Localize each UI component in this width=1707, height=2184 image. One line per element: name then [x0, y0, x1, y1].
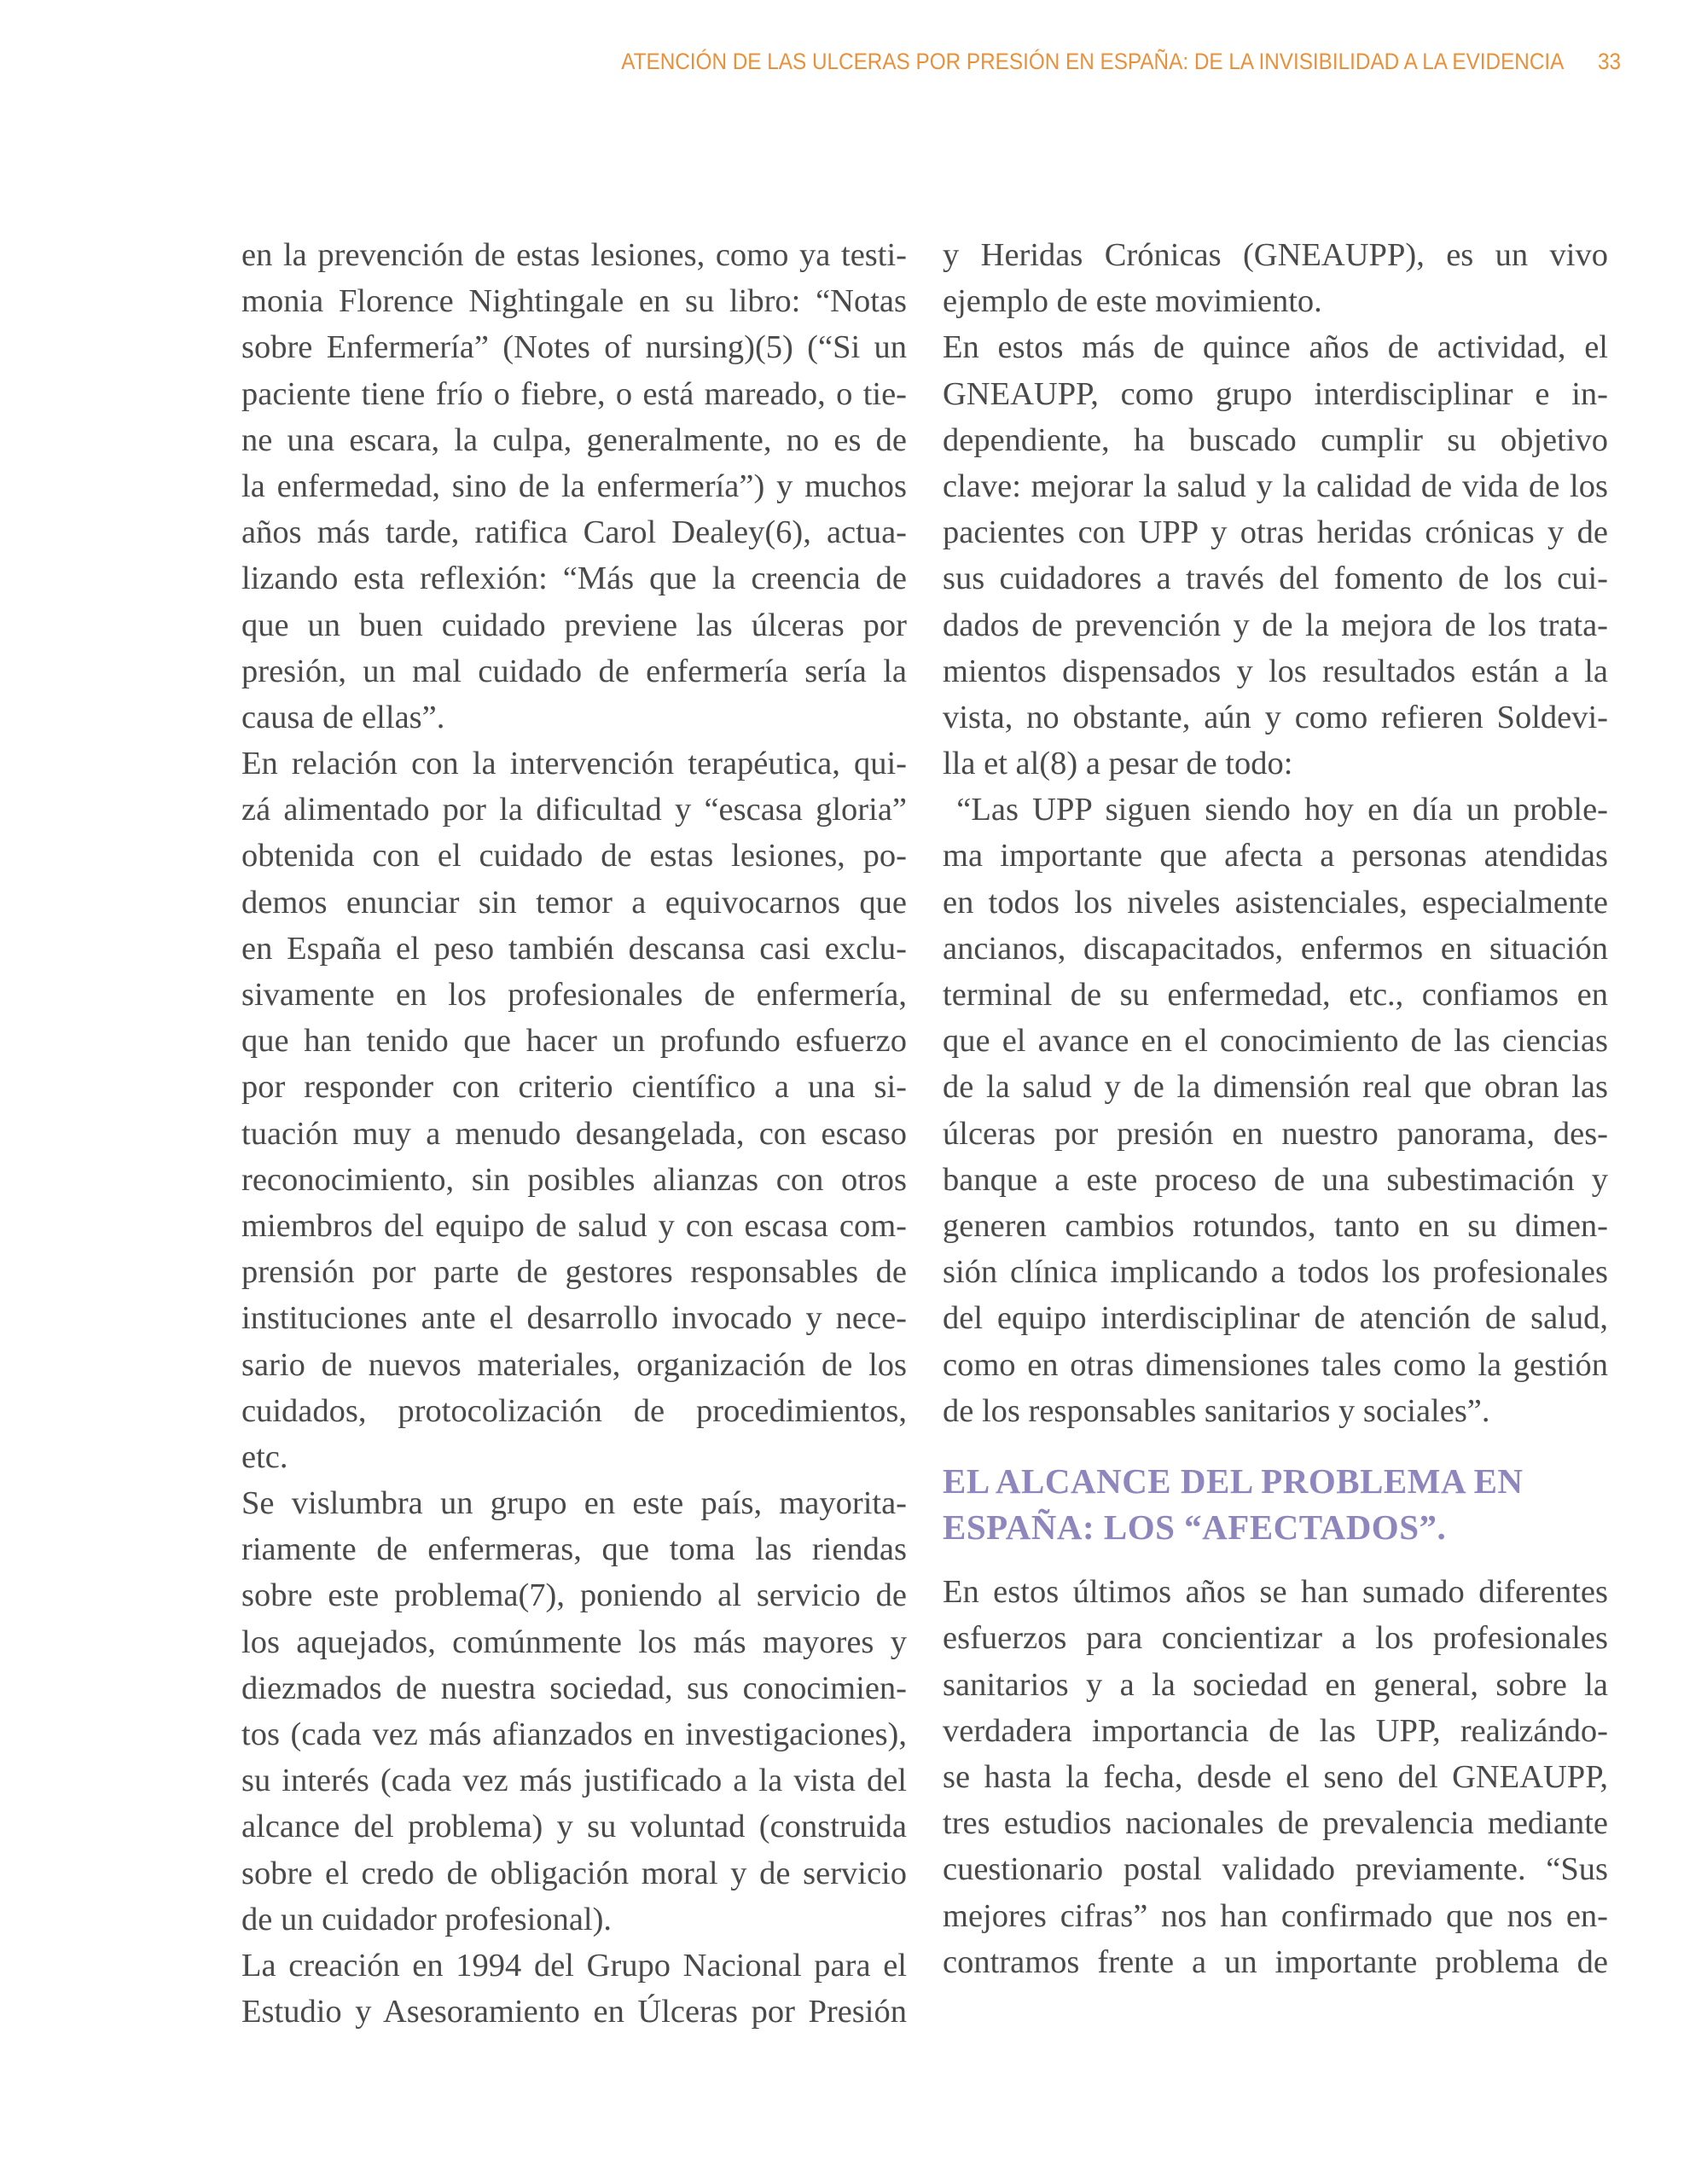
text-line: paciente tiene frío o fiebre, o está mareado, o tie-	[241, 375, 907, 412]
right-column	[943, 232, 1608, 1985]
text-line: instituciones ante el desarrollo invocado y nece-	[241, 1300, 907, 1337]
text-line: de los responsables sanitarios y sociales”.	[943, 1392, 1490, 1429]
text-line: La creación en 1994 del Grupo Nacional para el	[241, 1947, 907, 1984]
text-line: sión clínica implicando a todos los profesionales	[943, 1254, 1608, 1291]
paragraph-gneaupp-continued	[943, 232, 1608, 324]
text-line: riamente de enfermeras, que toma las riendas	[241, 1531, 907, 1568]
text-line: presión, un mal cuidado de enfermería sería la	[241, 653, 907, 689]
text-line: en todos los niveles asistenciales, especialmente	[943, 884, 1608, 921]
text-line: en España el peso también descansa casi exclu-	[241, 930, 907, 967]
paragraph-nursing-group	[241, 1480, 907, 1943]
text-line: como en otras dimensiones tales como la gestión	[943, 1346, 1608, 1383]
paragraph-soldevilla-quote	[943, 787, 1608, 1434]
text-line: causa de ellas”.	[241, 699, 445, 735]
text-line: ejemplo de este movimiento.	[943, 283, 1322, 320]
text-line: sivamente en los profesionales de enfermería,	[241, 977, 907, 1013]
text-line: mejores cifras” nos han confirmado que nos en-	[943, 1897, 1608, 1934]
heading-line: EL ALCANCE DEL PROBLEMA EN	[943, 1461, 1524, 1501]
text-line: lizando esta reflexión: “Más que la creencia de	[241, 561, 907, 597]
text-line: y Heridas Crónicas (GNEAUPP), es un vivo	[943, 237, 1608, 273]
text-line: sobre el credo de obligación moral y de servicio	[241, 1855, 907, 1891]
text-line: por responder con criterio científico a una si-	[241, 1069, 907, 1106]
text-line: banque a este proceso de una subestimación y	[943, 1161, 1608, 1198]
text-line: que un buen cuidado previene las úlceras por	[241, 607, 907, 643]
paragraph-awareness-efforts	[943, 1569, 1608, 1985]
text-line: demos enunciar sin temor a equivocarnos que	[241, 884, 907, 921]
text-line: esfuerzos para concientizar a los profesionales	[943, 1620, 1608, 1657]
paragraph-fifteen-years	[943, 324, 1608, 787]
text-line: tos (cada vez más afianzados en investigaciones),	[241, 1716, 907, 1752]
text-line: sanitarios y a la sociedad en general, sobre la	[943, 1666, 1608, 1703]
text-line: zá alimentado por la dificultad y “escasa gloria”	[241, 792, 907, 828]
text-line: se hasta la fecha, desde el seno del GNEAUPP,	[943, 1759, 1608, 1795]
text-line: ne una escara, la culpa, generalmente, no es de	[241, 421, 907, 458]
text-line: generen cambios rotundos, tanto en su dimen-	[943, 1207, 1608, 1244]
text-line: alcance del problema) y su voluntad (construida	[241, 1809, 907, 1845]
text-line: ma importante que afecta a personas atendidas	[943, 838, 1608, 874]
text-line: dados de prevención y de la mejora de los trata-	[943, 607, 1608, 643]
text-line: los aquejados, comúnmente los más mayores y	[241, 1623, 907, 1660]
text-line: obtenida con el cuidado de estas lesiones, po-	[241, 838, 907, 874]
text-line: que el avance en el conocimiento de las ciencias	[943, 1023, 1608, 1060]
text-line: Estudio y Asesoramiento en Úlceras por Presión	[241, 1994, 907, 2030]
text-line: que han tenido que hacer un profundo esfuerzo	[241, 1023, 907, 1060]
text-line: GNEAUPP, como grupo interdisciplinar e in-	[943, 375, 1608, 412]
text-line: en la prevención de estas lesiones, como ya testi-	[241, 237, 907, 273]
text-line: En estos últimos años se han sumado diferentes	[943, 1574, 1608, 1611]
text-line: En estos más de quince años de actividad, el	[943, 329, 1608, 366]
text-line: años más tarde, ratifica Carol Dealey(6), actua-	[241, 514, 907, 551]
text-line: cuidados, protocolización de procedimientos,	[241, 1392, 907, 1429]
text-line: terminal de su enfermedad, etc., confiamos en	[943, 977, 1608, 1013]
text-line: tuación muy a menudo desangelada, con escaso	[241, 1115, 907, 1152]
paragraph-nightingale-quote	[241, 232, 907, 741]
text-line: mientos dispensados y los resultados están a la	[943, 653, 1608, 689]
text-line: su interés (cada vez más justificado a la vista del	[241, 1763, 907, 1799]
text-line: diezmados de nuestra sociedad, sus conocimien-	[241, 1670, 907, 1706]
text-line: tres estudios nacionales de prevalencia mediante	[943, 1805, 1608, 1842]
text-line: sus cuidadores a través del fomento de los cui-	[943, 561, 1608, 597]
text-line: ancianos, discapacitados, enfermos en situación	[943, 930, 1608, 967]
text-line: miembros del equipo de salud y con escasa com-	[241, 1207, 907, 1244]
text-line: sobre este problema(7), poniendo al servicio de	[241, 1577, 907, 1614]
left-column	[241, 232, 907, 2035]
text-line: sario de nuevos materiales, organización de los	[241, 1346, 907, 1383]
text-line: prensión por parte de gestores responsables de	[241, 1254, 907, 1291]
text-line: vista, no obstante, aún y como refieren Soldevi-	[943, 699, 1608, 735]
text-line: de un cuidador profesional).	[241, 1901, 613, 1937]
text-line: cuestionario postal validado previamente. “Sus	[943, 1851, 1608, 1888]
running-header-title: ATENCIÓN DE LAS ULCERAS POR PRESIÓN EN ESPAÑA: DE LA INVISIBILIDAD A LA EVIDENCIA	[621, 48, 1565, 74]
text-line: verdadera importancia de las UPP, realizándo-	[943, 1712, 1608, 1749]
running-header	[546, 44, 1621, 78]
text-line: de la salud y de la dimensión real que obran las	[943, 1069, 1608, 1106]
text-line: Se vislumbra un grupo en este país, mayorita-	[241, 1485, 907, 1522]
text-line: del equipo interdisciplinar de atención de salud,	[943, 1300, 1608, 1337]
text-line: monia Florence Nightingale en su libro: “Notas	[241, 283, 907, 320]
text-line: pacientes con UPP y otras heridas crónicas y de	[943, 514, 1608, 551]
text-line: sobre Enfermería” (Notes of nursing)(5) (“Si un	[241, 329, 907, 366]
text-line: reconocimiento, sin posibles alianzas con otros	[241, 1161, 907, 1198]
text-line: lla et al(8) a pesar de todo:	[943, 746, 1293, 782]
paragraph-therapeutic-intervention	[241, 741, 907, 1480]
paragraph-gneaupp-creation	[241, 1943, 907, 2035]
text-line: dependiente, ha buscado cumplir su objetivo	[943, 421, 1608, 458]
text-line: úlceras por presión en nuestro panorama, des-	[943, 1115, 1608, 1152]
text-line: contramos frente a un importante problema de	[943, 1943, 1608, 1980]
page-number: 33	[1597, 48, 1621, 74]
text-line: En relación con la intervención terapéutica, qui-	[241, 746, 907, 782]
text-line: etc.	[241, 1438, 288, 1475]
heading-line: ESPAÑA: LOS “AFECTADOS”.	[943, 1507, 1447, 1548]
text-line: clave: mejorar la salud y la calidad de vida de los	[943, 468, 1608, 504]
text-line: “Las UPP siguen siendo hoy en día un proble-	[943, 792, 1608, 828]
text-line: la enfermedad, sino de la enfermería”) y muchos	[241, 468, 907, 504]
section-heading	[943, 1458, 1608, 1550]
